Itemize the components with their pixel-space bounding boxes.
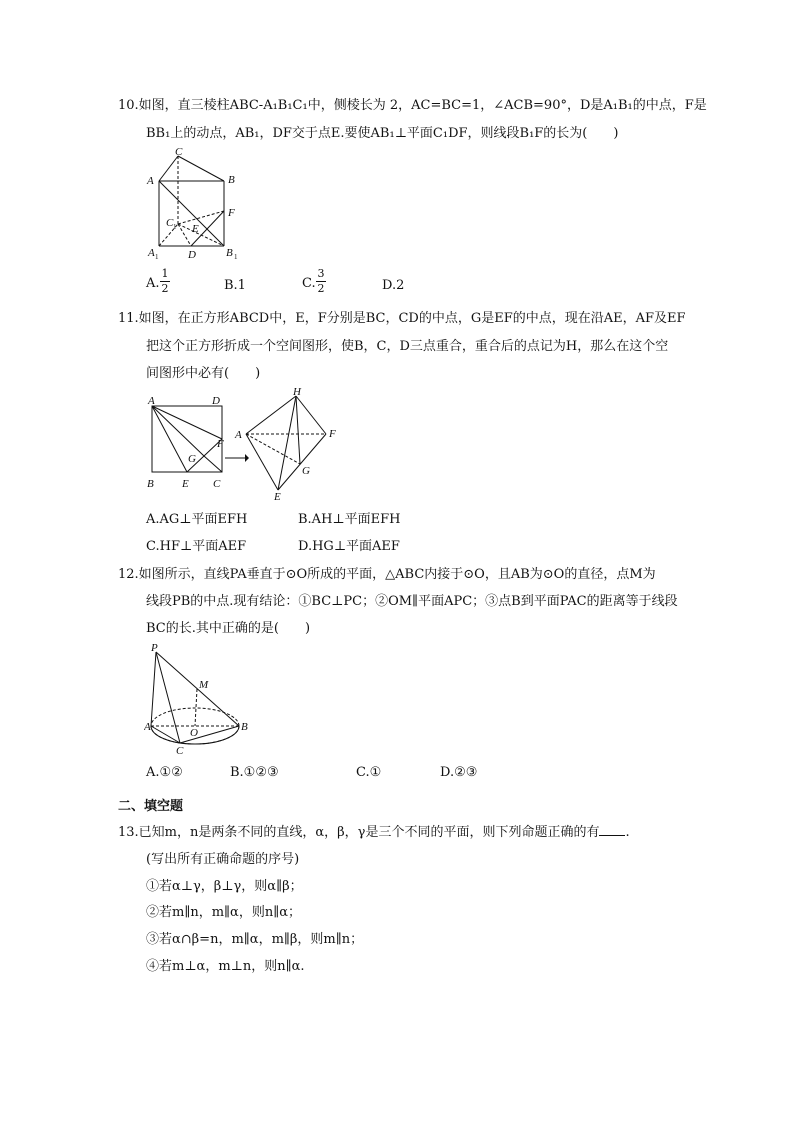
q10-prism-figure — [144, 146, 244, 264]
q11-option-b: B.AH⊥平面EFH — [298, 512, 401, 527]
label-A1-sub: 1 — [155, 253, 159, 261]
q12-line3: BC的长.其中正确的是( ) — [146, 621, 311, 636]
q11-option-d: D.HG⊥平面AEF — [298, 539, 400, 554]
q12-option-a: A.①② — [146, 765, 183, 780]
q11-square-figure — [144, 394, 234, 492]
label-E: E — [192, 223, 199, 235]
label-F: F — [217, 438, 224, 450]
section-title: 二、填空题 — [118, 799, 184, 814]
q10-option-d: D.2 — [382, 278, 405, 293]
label-F: F — [329, 428, 336, 440]
q12-option-d: D.②③ — [440, 765, 478, 780]
label-B1: B — [226, 247, 233, 259]
q13-line2: (写出所有正确命题的序号) — [146, 852, 300, 867]
label-C: C — [175, 146, 183, 158]
q12-line2: 线段PB的中点.现有结论：①BC⊥PC；②OM∥平面APC；③点B到平面PAC的距离等于线段 — [146, 594, 678, 609]
q10-option-c-numerator: 3 — [317, 267, 325, 280]
label-A: A — [144, 721, 151, 733]
q10-option-a-prefix: A. — [146, 276, 160, 291]
label-D: D — [188, 249, 196, 261]
q13-item-4: ④若m⊥α，m⊥n，则n∥α. — [146, 959, 305, 974]
q11-option-a: A.AG⊥平面EFH — [146, 512, 248, 527]
q13-line1-text: 13.已知m，n是两条不同的直线，α，β，γ是三个不同的平面，则下列命题正确的有 — [118, 825, 600, 840]
answer-blank — [599, 823, 625, 836]
q10-option-a-denominator: 2 — [161, 282, 169, 295]
label-F: F — [228, 207, 235, 219]
q10-option-c-prefix: C. — [302, 276, 316, 291]
q12-option-c: C.① — [356, 765, 382, 780]
label-C1: C — [166, 217, 174, 229]
q12-option-b: B.①②③ — [230, 765, 279, 780]
q10-option-a-fraction — [160, 268, 170, 298]
label-C1-sub: 1 — [173, 223, 177, 231]
q11-line3: 间图形中必有( ) — [146, 366, 261, 381]
q13-item-1: ①若α⊥γ，β⊥γ，则α∥β； — [146, 879, 303, 894]
q11-line1: 11.如图，在正方形ABCD中，E，F分别是BC，CD的中点，G是EF的中点，现在沿AE，AF及EF — [118, 311, 686, 326]
q13-line1-end: . — [625, 825, 630, 840]
label-D: D — [212, 395, 220, 407]
q10-line1: 10.如图，直三棱柱ABC-A₁B₁C₁中，侧棱长为 2，AC=BC=1，∠ACB=90°，D是A₁B₁的中点，F是 — [118, 98, 707, 113]
label-B: B — [241, 721, 248, 733]
label-G: G — [188, 453, 196, 465]
label-A: A — [148, 395, 155, 407]
q10-option-a-numerator: 1 — [161, 267, 169, 280]
label-E: E — [182, 478, 189, 490]
label-H: H — [293, 386, 301, 398]
q10-option-c-denominator: 2 — [317, 282, 325, 295]
q11-option-c: C.HF⊥平面AEF — [146, 539, 247, 554]
label-M: M — [199, 679, 209, 691]
label-A1: A — [148, 247, 155, 259]
label-A: A — [235, 429, 242, 441]
label-C: C — [213, 478, 221, 490]
label-P: P — [151, 642, 158, 654]
label-O: O — [190, 727, 198, 739]
label-A: A — [147, 175, 154, 187]
label-B: B — [147, 478, 154, 490]
q13-line1 — [118, 823, 630, 843]
label-C: C — [176, 745, 184, 757]
q10-line2: BB₁上的动点，AB₁，DF交于点E.要使AB₁⊥平面C₁DF，则线段B₁F的长为( ) — [146, 126, 619, 141]
q10-option-b: B.1 — [224, 278, 246, 293]
label-B1-sub: 1 — [234, 253, 238, 261]
label-E: E — [274, 491, 281, 503]
label-B: B — [228, 174, 235, 186]
q12-line1: 12.如图所示，直线PA垂直于⊙O所成的平面，△ABC内接于⊙O，且AB为⊙O的直径，点M为 — [118, 567, 656, 582]
q11-line2: 把这个正方形折成一个空间图形，使B，C，D三点重合，重合后的点记为H，那么在这个空 — [146, 339, 669, 354]
label-G: G — [302, 465, 310, 477]
q13-item-3: ③若α∩β=n，m∥α，m∥β，则m∥n； — [146, 932, 364, 947]
q13-item-2: ②若m∥n，m∥α，则n∥α； — [146, 905, 301, 920]
q10-option-c-fraction — [316, 268, 326, 298]
q11-pyramid-figure — [232, 386, 342, 504]
q12-cone-figure — [144, 642, 256, 758]
